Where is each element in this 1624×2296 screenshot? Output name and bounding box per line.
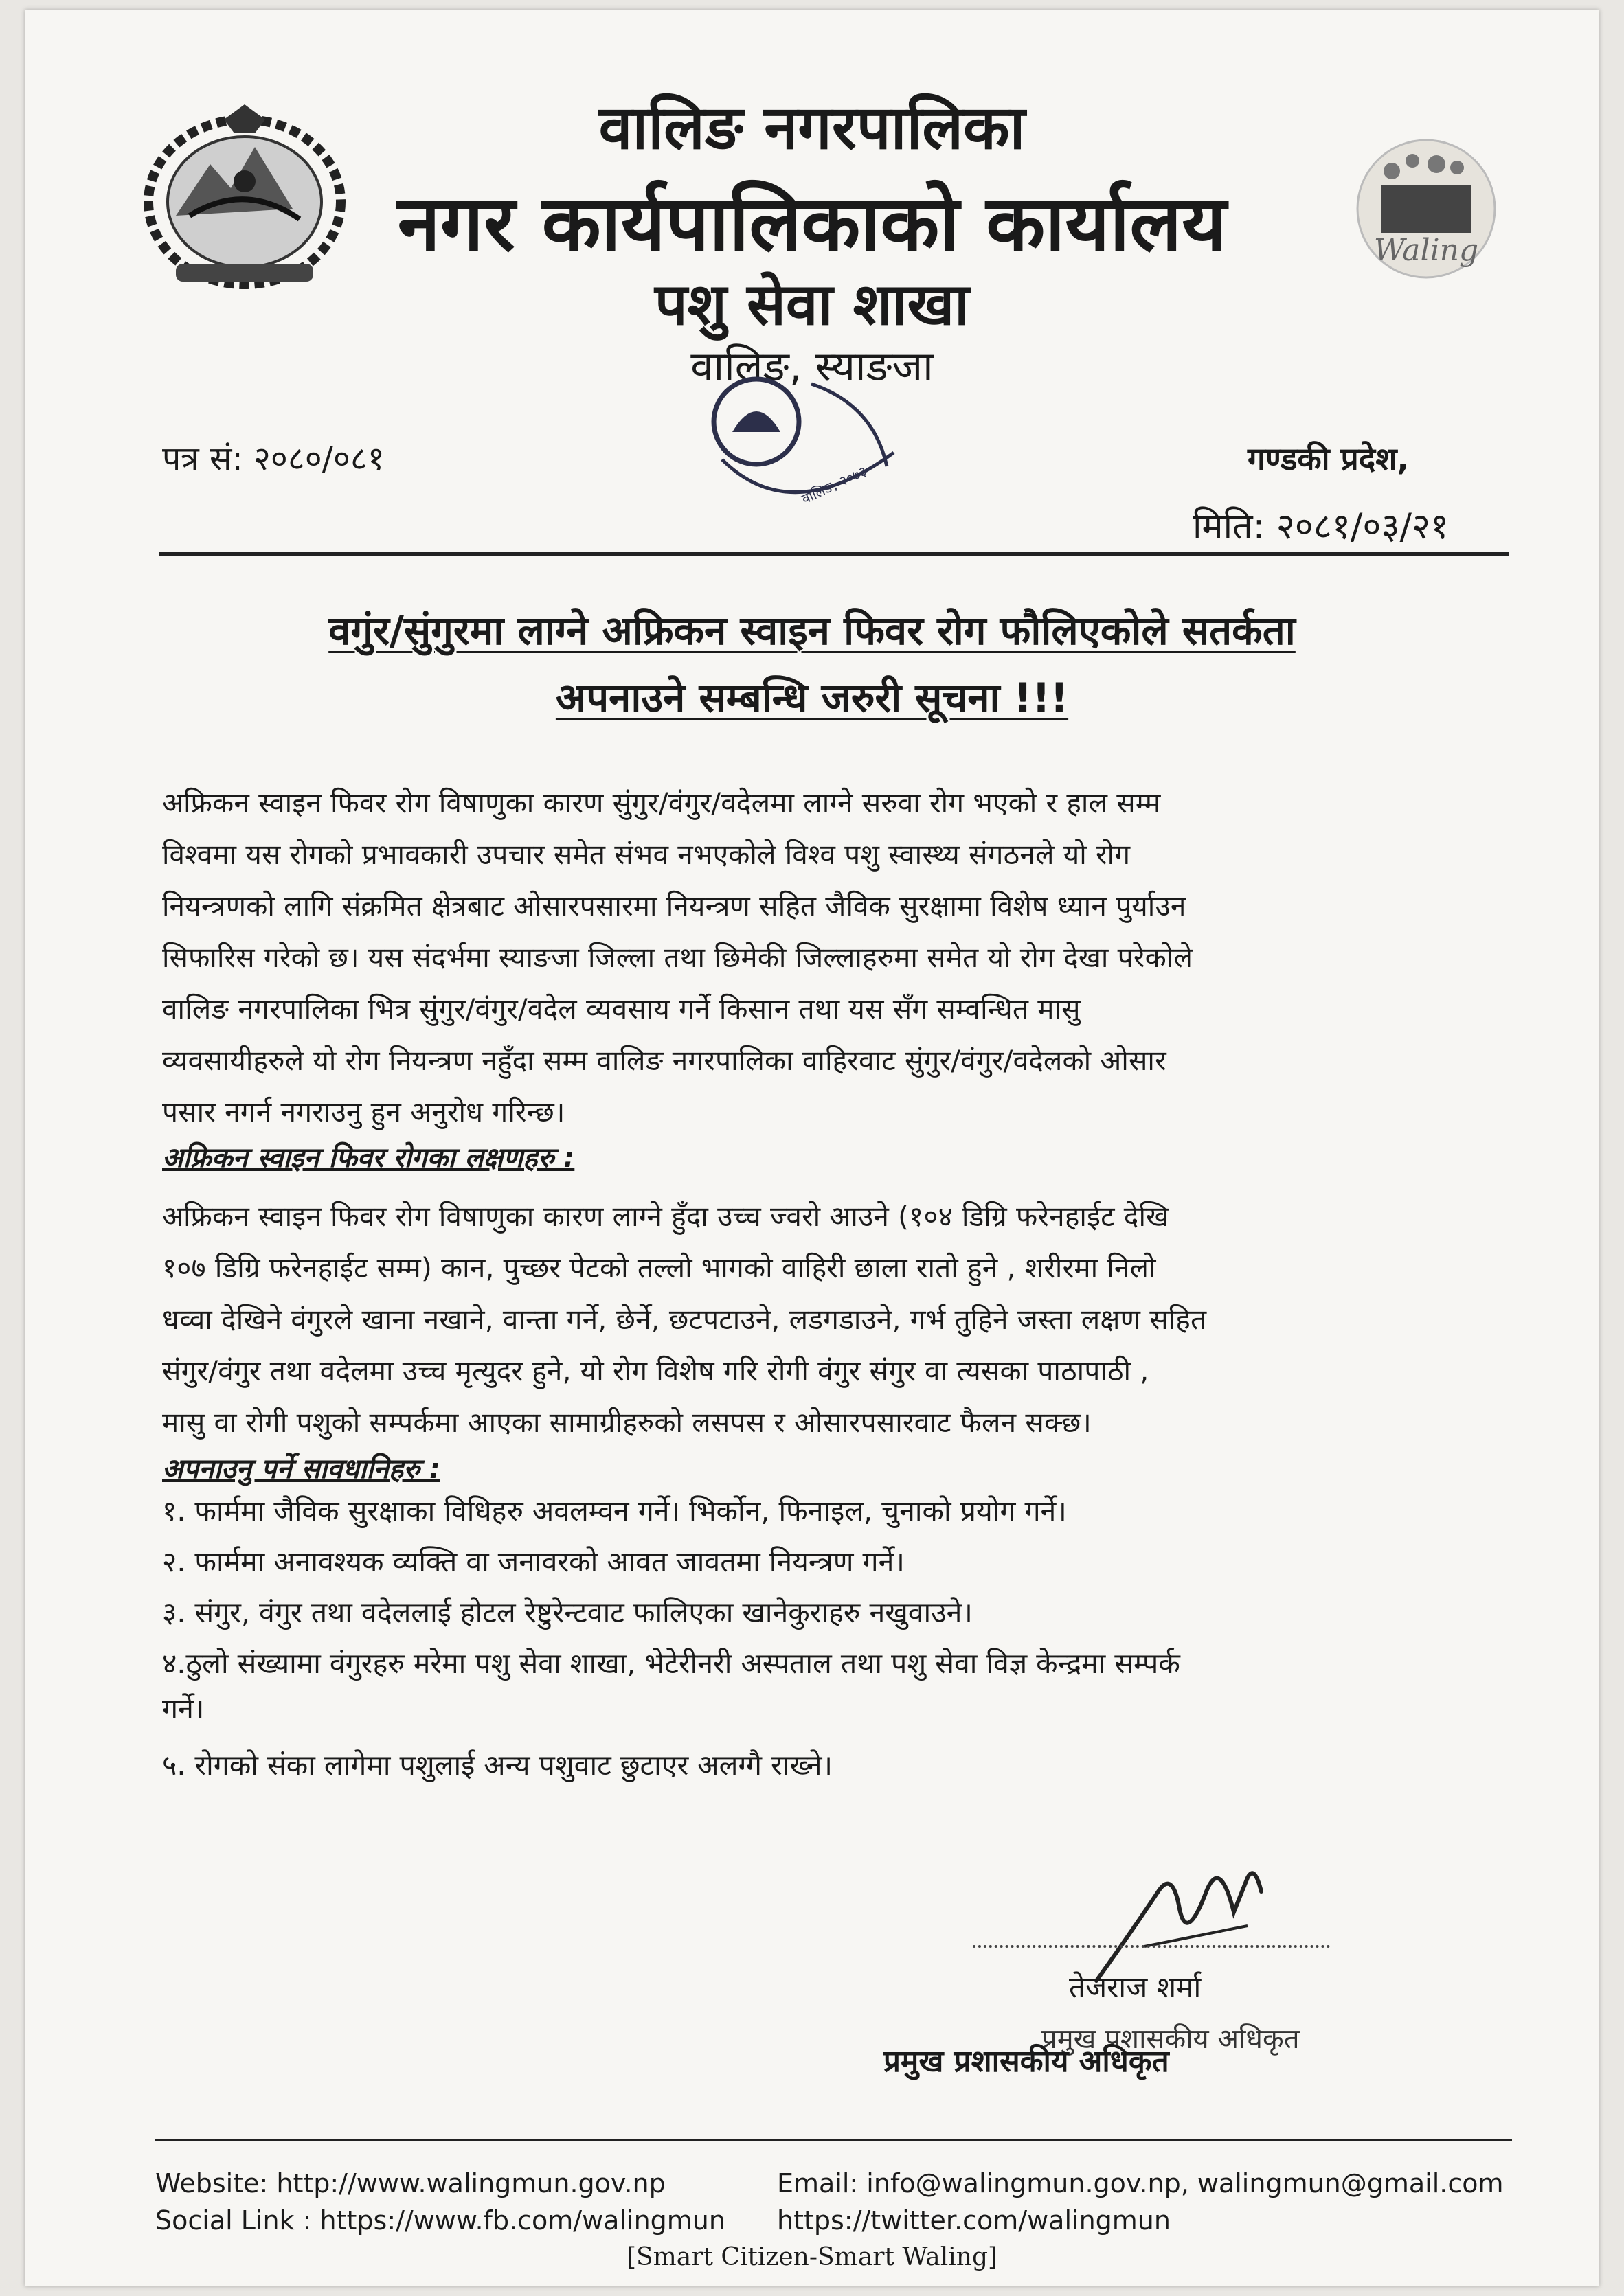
footer-divider xyxy=(155,2139,1512,2141)
signatory-title-stamp: प्रमुख प्रशासकीय अधिकृत xyxy=(883,2044,1169,2079)
letter-page xyxy=(25,10,1599,2286)
office-location: वालिङ, स्याङजा xyxy=(690,343,934,391)
intro-paragraph xyxy=(162,777,1495,1138)
paragraph-line: विश्वमा यस रोगको प्रभावकारी उपचार समेत संभव नभएकोले विश्व पशु स्वास्थ्य संगठनले यो रोग xyxy=(162,838,1131,871)
svg-text:Waling: Waling xyxy=(1373,233,1479,268)
symptoms-paragraph xyxy=(162,1191,1495,1448)
paragraph-line: संगुर/वंगुर तथा वदेलमा उच्च मृत्युदर हुने, यो रोग विशेष गरि रोगी वंगुर संगुर वा त्यसका पाठापाठी , xyxy=(162,1354,1149,1387)
paragraph-line: अफ्रिकन स्वाइन फिवर रोग विषाणुका कारण लाग्ने हुँदा उच्च ज्वरो आउने (१०४ डिग्रि फरेनहाईट देखि xyxy=(162,1200,1169,1233)
paragraph-line: अफ्रिकन स्वाइन फिवर रोग विषाणुका कारण सुंगुर/वंगुर/वदेलमा लाग्ने सरुवा रोग भएको र हाल सम्म xyxy=(162,786,1161,819)
paragraph-line: नियन्त्रणको लागि संक्रमित क्षेत्रबाट ओसारपसारमा नियन्त्रण सहित जैविक सुरक्षामा विशेष ध्यान पुर्याउन xyxy=(162,889,1186,922)
footer-email: Email: info@walingmun.gov.np, walingmun@gmail.com xyxy=(777,2168,1504,2198)
office-stamp xyxy=(667,356,914,535)
paragraph-line: मासु वा रोगी पशुको सम्पर्कमा आएका सामाग्रीहरुको लसपस र ओसारपसारवाट फैलन सक्छ। xyxy=(162,1406,1092,1439)
paragraph-line: धव्वा देखिने वंगुरले खाना नखाने, वान्ता गर्ने, छेर्ने, छटपटाउने, लडगडाउने, गर्भ तुहिने जस्ता लक्षण सहित xyxy=(162,1303,1207,1336)
reference-number: पत्र सं: २०८०/०८१ xyxy=(162,440,385,478)
footer-website: Website: http://www.walingmun.gov.np xyxy=(155,2168,666,2198)
paragraph-line: सिफारिस गरेको छ। यस संदर्भमा स्याङजा जिल्ला तथा छिमेकी जिल्लाहरुमा समेत यो रोग देखा परेकोले xyxy=(162,941,1193,974)
svg-text:वालिङ, २०७३: वालिङ, २०७३ xyxy=(798,462,870,508)
letter-date: मिति: २०८१/०३/२१ xyxy=(1193,506,1450,547)
header-divider xyxy=(159,552,1509,556)
footer-twitter: https://twitter.com/walingmun xyxy=(777,2205,1171,2236)
precautions-heading: अपनाउनु पर्ने सावधानिहरु : xyxy=(162,1453,440,1485)
list-item: गर्ने। xyxy=(162,1692,205,1725)
signature-line xyxy=(973,1945,1330,1948)
list-item: ४.ठुलो संख्यामा वंगुरहरु मरेमा पशु सेवा शाखा, भेटेरीनरी अस्पताल तथा पशु सेवा विज्ञ केन्द्रमा सम्पर्क xyxy=(162,1647,1180,1680)
list-item: २. फार्ममा अनावश्यक व्यक्ति वा जनावरको आवत जावतमा नियन्त्रण गर्ने। xyxy=(162,1545,905,1578)
symptoms-heading: अफ्रिकन स्वाइन फिवर रोगका लक्षणहरु : xyxy=(162,1142,575,1174)
notice-title-line-2: अपनाउने सम्बन्धि जरुरी सूचना !!! xyxy=(555,674,1069,721)
notice-title-line-1: वगुंर/सुंगुरमा लाग्ने अफ्रिकन स्वाइन फिवर रोग फौलिएकोले सतर्कता xyxy=(328,607,1296,654)
paragraph-line: वालिङ नगरपालिका भित्र सुंगुर/वंगुर/वदेल व्यवसाय गर्ने किसान तथा यस सँग सम्वन्धित मासु xyxy=(162,992,1081,1025)
footer-tagline: [Smart Citizen-Smart Waling] xyxy=(626,2243,998,2271)
paragraph-line: पसार नगर्न नगराउनु हुन अनुरोध गरिन्छ। xyxy=(162,1095,565,1128)
list-item: ५. रोगको संका लागेमा पशुलाई अन्य पशुवाट छुटाएर अलग्गै राख्ने। xyxy=(162,1749,833,1782)
office-name: नगर कार्यपालिकाको कार्यालय xyxy=(397,179,1227,269)
paragraph-line: व्यवसायीहरुले यो रोग नियन्त्रण नहुँदा सम्म वालिङ नगरपालिका वाहिरवाट सुंगुर/वंगुर/वदेलको ओसार xyxy=(162,1044,1166,1077)
paragraph-line: १०७ डिग्रि फरेनहाईट सम्म) कान, पुच्छर पेटको तल्लो भागको वाहिरी छाला रातो हुने , शरीरमा निलो xyxy=(162,1251,1156,1284)
list-item: १. फार्ममा जैविक सुरक्षाका विधिहरु अवलम्वन गर्ने। भिर्कोन, फिनाइल, चुनाको प्रयोग गर्ने। xyxy=(162,1494,1067,1527)
section-name: पशु सेवा शाखा xyxy=(655,271,969,338)
signatory-name: तेजराज शर्मा xyxy=(1069,1970,1202,2004)
province-label: गण्डकी प्रदेश, xyxy=(1248,440,1409,477)
signatory-title-handwritten: प्रमुख प्रशासकीय अधिकृत xyxy=(1041,2023,1300,2055)
municipality-name: वालिङ नगरपालिका xyxy=(598,92,1026,163)
list-item: ३. संगुर, वंगुर तथा वदेललाई होटल रेष्टुरेन्टवाट फालिएका खानेकुराहरु नखुवाउने। xyxy=(162,1596,973,1629)
footer-social-link: Social Link : https://www.fb.com/walingmun xyxy=(155,2205,725,2236)
